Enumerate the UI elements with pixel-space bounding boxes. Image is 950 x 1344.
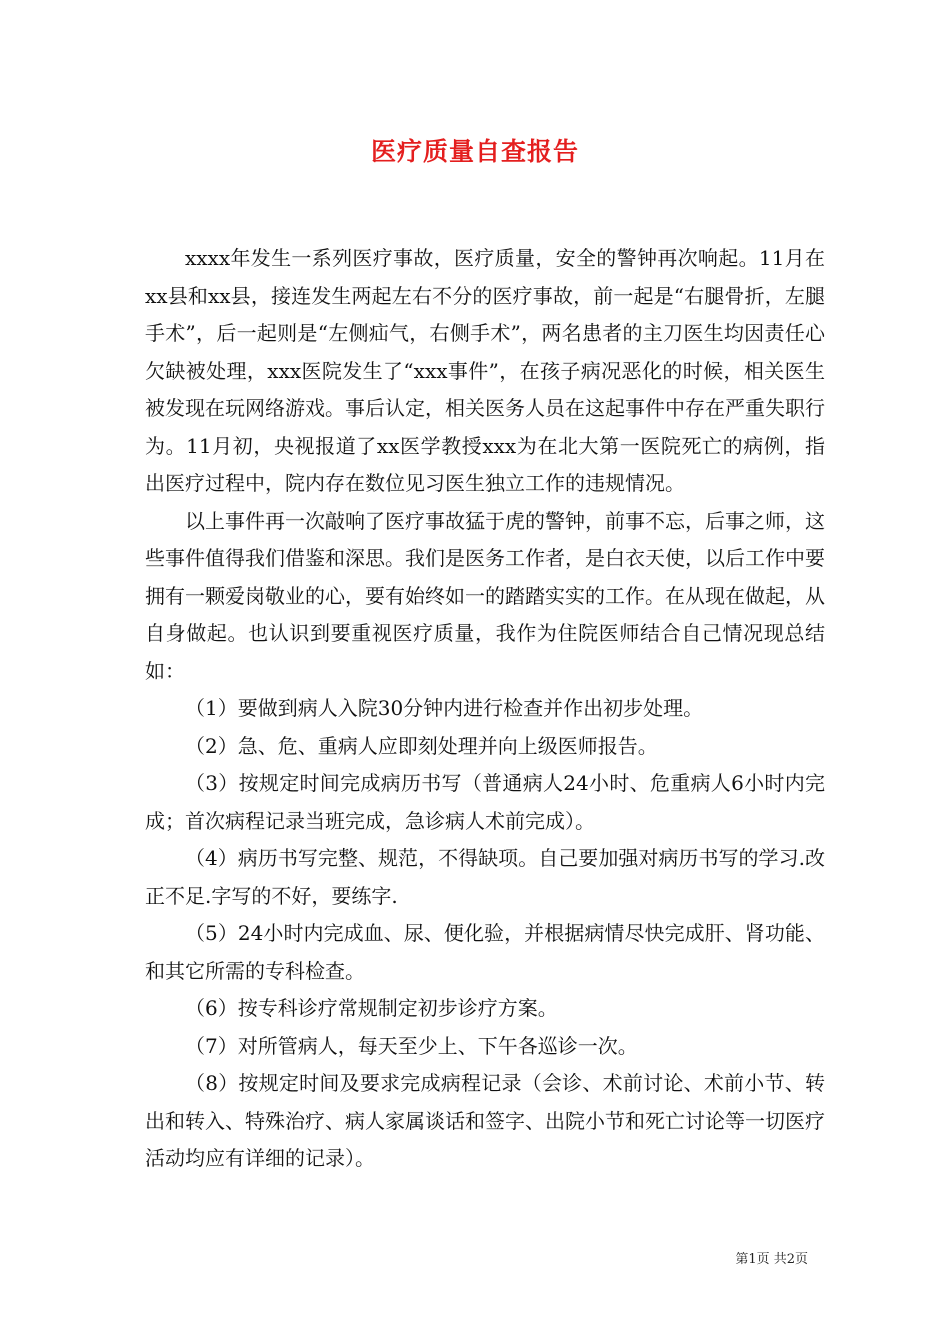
list-item-4: （4）病历书写完整、规范，不得缺项。自己要加强对病历书写的学习.改正不足.字写的不好，要练字. bbox=[145, 846, 825, 908]
list-item-5: （5）24小时内完成血、尿、便化验，并根据病情尽快完成肝、肾功能、和其它所需的专科检查。 bbox=[145, 921, 825, 983]
page-number: 第1页 共2页 bbox=[735, 1252, 808, 1267]
list-item-1: （1）要做到病人入院30分钟内进行检查并作出初步处理。 bbox=[185, 696, 704, 720]
list-item-2: （2）急、危、重病人应即刻处理并向上级医师报告。 bbox=[185, 733, 658, 758]
list-item-7: （7）对所管病人，每天至少上、下午各巡诊一次。 bbox=[185, 1033, 638, 1058]
list-item-8: （8）按规定时间及要求完成病程记录（会诊、术前讨论、术前小节、转出和转入、特殊治疗、病人家属谈话和签字、出院小节和死亡讨论等一切医疗活动均应有详细的记录）。 bbox=[145, 1071, 825, 1170]
page-title: 医疗质量自查报告 bbox=[370, 137, 579, 166]
paragraph-intro: xxxx年发生一系列医疗事故，医疗质量，安全的警钟再次响起。11月在xx县和xx县，接连发生两起左右不分的医疗事故，前一起是“右腿骨折，左腿手术”，后一起则是“左侧疝气，右侧手术”，两名患者的主刀医生均因责任心欠缺被处理，xxx医院发生了“xxx事件”，在孩子病况恶化的时候，相关医生被发现在玩网络游戏。事后认定，相关医务人员在这起事件中存在严重失职行为。11月初，央视报道了xx医学教授xxx为在北大第一医院死亡的病例，指出医疗过程中，院内存在数位见习医生独立工作的违规情况。 bbox=[145, 246, 825, 495]
list-item-6: （6）按专科诊疗常规制定初步诊疗方案。 bbox=[185, 996, 558, 1020]
list-item-3: （3）按规定时间完成病历书写（普通病人24小时、危重病人6小时内完成；首次病程记录当班完成，急诊病人术前完成）。 bbox=[145, 771, 825, 833]
paragraph-reflection: 以上事件再一次敲响了医疗事故猛于虎的警钟，前事不忘，后事之师，这些事件值得我们借鉴和深思。我们是医务工作者，是白衣天使，以后工作中要拥有一颗爱岗敬业的心，要有始终如一的踏踏实实的工作。在从现在做起，从自身做起。也认识到要重视医疗质量，我作为住院医师结合自己情况现总结如： bbox=[145, 508, 825, 683]
document-body bbox=[145, 240, 825, 1178]
